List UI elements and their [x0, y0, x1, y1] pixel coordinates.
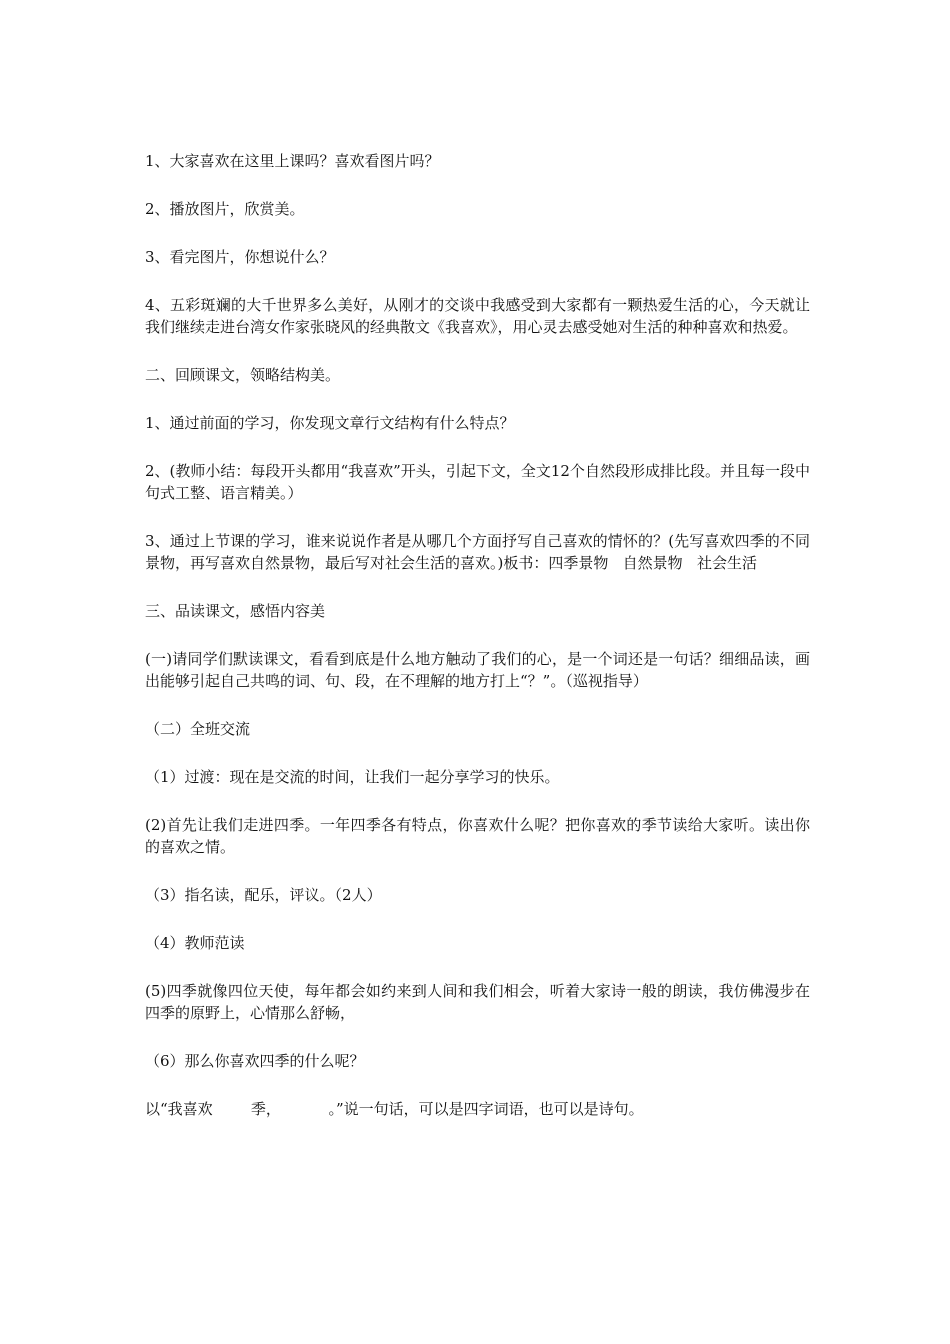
paragraph-6: 2、(教师小结：每段开头都用“我喜欢”开头，引起下文，全文12个自然段形成排比段。并且每一段中句式工整、语言精美。）	[145, 462, 810, 502]
paragraph-9: （1）过渡：现在是交流的时间，让我们一起分享学习的快乐。	[145, 768, 560, 786]
paragraph-1: 1、大家喜欢在这里上课吗？喜欢看图片吗？	[145, 152, 440, 170]
paragraph-3: 3、看完图片，你想说什么？	[145, 248, 335, 266]
paragraph-15: 以“我喜欢 季， 。”说一句话，可以是四字词语，也可以是诗句。	[145, 1100, 644, 1118]
paragraph-13: (5)四季就像四位天使，每年都会如约来到人间和我们相会，听着大家诗一般的朗读，我仿佛漫步在四季的原野上，心情那么舒畅，	[145, 982, 810, 1022]
paragraph-7: 3、通过上节课的学习，谁来说说作者是从哪几个方面抒写自己喜欢的情怀的？(先写喜欢四季的不同景物，再写喜欢自然景物，最后写对社会生活的喜欢。)板书：四季景物 自然景物 社会生活	[145, 532, 810, 572]
subheading-whole-class: （二）全班交流	[145, 720, 251, 738]
paragraph-10: (2)首先让我们走进四季。一年四季各有特点，你喜欢什么呢？把你喜欢的季节读给大家听。读出你的喜欢之情。	[145, 816, 810, 856]
document-body	[145, 150, 810, 1146]
paragraph-12: （4）教师范读	[145, 934, 245, 952]
paragraph-8: (一)请同学们默读课文，看看到底是什么地方触动了我们的心，是一个词还是一句话？细细品读，画出能够引起自己共鸣的词、句、段，在不理解的地方打上“？”。（巡视指导）	[145, 650, 810, 690]
paragraph-4: 4、五彩斑斓的大千世界多么美好，从刚才的交谈中我感受到大家都有一颗热爱生活的心，今天就让我们继续走进台湾女作家张晓风的经典散文《我喜欢》，用心灵去感受她对生活的种种喜欢和热爱。	[145, 296, 810, 336]
paragraph-14: （6）那么你喜欢四季的什么呢？	[145, 1052, 365, 1070]
paragraph-11: （3）指名读，配乐，评议。（2人）	[145, 886, 382, 904]
section-heading-2: 二、回顾课文，领略结构美。	[145, 366, 341, 384]
paragraph-5: 1、通过前面的学习，你发现文章行文结构有什么特点？	[145, 414, 515, 432]
section-heading-3: 三、品读课文，感悟内容美	[145, 602, 326, 620]
paragraph-2: 2、播放图片，欣赏美。	[145, 200, 305, 218]
